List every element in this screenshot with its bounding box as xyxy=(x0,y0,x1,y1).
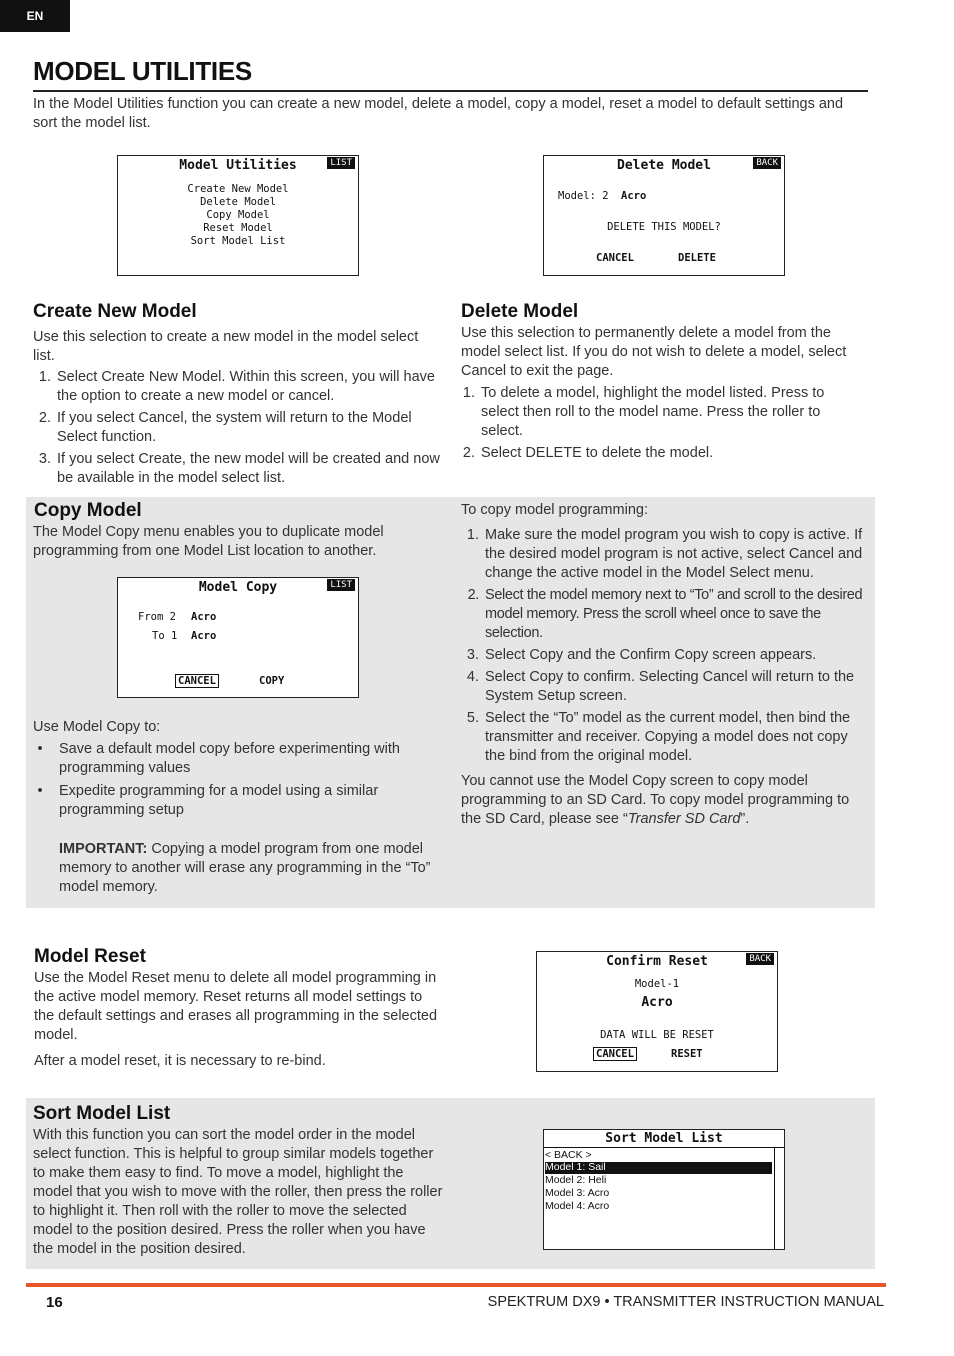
delete-model-section xyxy=(461,324,861,463)
step-text: Select Copy and the Confirm Copy screen appears. xyxy=(485,647,817,663)
important-text: Copying a model program from one model memory to another will erase any programming in the “To” model memory. xyxy=(59,841,431,895)
delete-model-screen xyxy=(543,155,785,276)
transfer-sd-card-reference: Transfer SD Card xyxy=(627,811,741,827)
step-text: Select Copy to confirm. Selecting Cancel will return to the System Setup screen. xyxy=(485,669,855,704)
screen-title: Confirm Reset xyxy=(606,954,708,969)
copy-uses xyxy=(33,718,438,897)
important-label: IMPORTANT: xyxy=(59,841,148,857)
bullet-text: Save a default model copy before experimenting with programming values xyxy=(59,741,400,776)
copy-model-heading: Copy Model xyxy=(34,500,142,521)
list-item: Model 4: Acro xyxy=(545,1200,610,1212)
delete-model-heading: Delete Model xyxy=(461,301,579,322)
list-item: Model 3: Acro xyxy=(545,1187,610,1199)
list-item: < BACK > xyxy=(545,1149,592,1161)
delete-intro: Use this selection to permanently delete a model from the model select list. If you do not wish to delete a model, select Cancel to exit the page. xyxy=(461,325,847,379)
back-badge: BACK xyxy=(746,953,774,965)
delete-option: DELETE xyxy=(678,252,716,264)
page-number: 16 xyxy=(46,1294,63,1311)
list-item-selected: Model 1: Sail xyxy=(545,1161,606,1173)
model-reset-section xyxy=(34,969,444,1071)
screen-title: Delete Model xyxy=(617,158,711,173)
menu-item: Copy Model xyxy=(206,209,270,221)
copy-option: COPY xyxy=(259,675,285,687)
model-copy-screen xyxy=(117,577,359,698)
model-utilities-screen xyxy=(117,155,359,276)
list-item: 2. Select the model memory next to “To” and scroll to the desired model memory. Press the scroll wheel once to save the selection. xyxy=(461,586,866,643)
copy-steps-intro: To copy model programming: xyxy=(461,502,648,518)
cancel-option: CANCEL xyxy=(593,1047,637,1061)
to-model-name: Acro xyxy=(191,630,217,642)
title-divider xyxy=(33,90,868,92)
bullet-text: Expedite programming for a model using a similar programming setup xyxy=(59,783,379,818)
model-label: Model: 2 xyxy=(558,190,609,202)
menu-item: Sort Model List xyxy=(190,235,286,247)
list-item: • Expedite programming for a model using a similar programming setup xyxy=(33,782,438,820)
step-text: If you select Create, the new model will be created and now be available in the model select list. xyxy=(57,451,440,486)
create-model-heading: Create New Model xyxy=(33,301,197,322)
list-item: 3. If you select Create, the new model will be created and now be available in the model select list. xyxy=(33,450,443,488)
step-text: Select the “To” model as the current model, then bind the transmitter and receiver. Copying a model does not copy the bind from the original model. xyxy=(485,710,851,764)
menu-item: Delete Model xyxy=(200,196,276,208)
step-text: Select Create New Model. Within this screen, you will have the option to create a new model or cancel. xyxy=(57,369,435,404)
list-item: 1. Make sure the model program you wish to copy is active. If the desired model program is not active, select Cancel and change the active model in the Model Select menu. xyxy=(461,526,866,583)
note-text: You cannot use the Model Copy screen to copy model programming to an SD Card. To copy model programming to the SD Card, please see “ xyxy=(461,773,850,827)
reset-body: Use the Model Reset menu to delete all model programming in the active model memory. Reset returns all model settings to the default settings and erases all programming in the selected model. xyxy=(34,970,438,1043)
list-item: 1. To delete a model, highlight the model listed. Press to select then roll to the model name. Press the roller to select. xyxy=(461,384,861,441)
step-text: Select DELETE to delete the model. xyxy=(481,445,714,461)
list-item: 3. Select Copy and the Confirm Copy screen appears. xyxy=(466,647,817,663)
cancel-option: CANCEL xyxy=(175,674,219,688)
intro-text: In the Model Utilities function you can create a new model, delete a model, copy a model, reset a model to default settings and sort the model list. xyxy=(33,96,844,131)
note-text-end: ”. xyxy=(740,811,750,827)
copy-intro: The Model Copy menu enables you to duplicate model programming from one Model List location to another. xyxy=(33,524,384,559)
manual-title: SPEKTRUM DX9 • TRANSMITTER INSTRUCTION MANUAL xyxy=(487,1294,884,1310)
list-badge: LIST xyxy=(327,579,355,591)
page-title: MODEL UTILITIES xyxy=(33,56,252,86)
list-item: 1. Select Create New Model. Within this screen, you will have the option to create a new model or cancel. xyxy=(33,368,443,406)
use-label: Use Model Copy to: xyxy=(33,719,161,735)
list-item: • Save a default model copy before experimenting with programming values xyxy=(33,740,438,778)
screen-title: Model Utilities xyxy=(179,158,297,173)
model-reset-heading: Model Reset xyxy=(34,946,146,967)
menu-item: Create New Model xyxy=(187,183,289,195)
sort-body: With this function you can sort the model order in the model select function. This is helpful to group similar models together to make them easy to find. To move a model, highlight the model that you wish to move with the roller, then press the roller to highlight it. Then roll with the roller to move the selected model to the position desired. Press the roller when you have the model in the position desired. xyxy=(33,1127,443,1257)
model-label: Model-1 xyxy=(634,978,680,990)
list-item: 2. If you select Cancel, the system will return to the Model Select function. xyxy=(33,409,443,447)
title-divider xyxy=(544,1147,784,1148)
model-name: Acro xyxy=(621,190,647,202)
screen-title: Model Copy xyxy=(198,580,278,595)
list-item: 5. Select the “To” model as the current model, then bind the transmitter and receiver. Copying a model does not copy the bind from the original model. xyxy=(461,709,866,766)
step-text: Select the model memory next to “To” and scroll to the desired model memory. Press the scroll wheel once to save the selection. xyxy=(485,587,863,641)
create-intro: Use this selection to create a new model in the model select list. xyxy=(33,329,419,364)
list-item: 2. Select DELETE to delete the model. xyxy=(462,445,714,461)
sd-card-note xyxy=(461,772,866,829)
reset-option: RESET xyxy=(671,1048,703,1060)
list-item: Model 2: Heli xyxy=(545,1174,607,1186)
menu-item: Reset Model xyxy=(203,222,273,234)
footer-accent-rule xyxy=(26,1283,886,1287)
step-text: To delete a model, highlight the model listed. Press to select then roll to the model name. Press the roller to select. xyxy=(481,385,825,439)
language-tab: EN xyxy=(0,0,70,32)
from-model-name: Acro xyxy=(191,611,217,623)
copy-steps xyxy=(461,501,866,829)
delete-question: DELETE THIS MODEL? xyxy=(607,221,721,233)
model-name: Acro xyxy=(641,995,673,1010)
sort-model-list-screen xyxy=(543,1129,785,1250)
screen-title: Sort Model List xyxy=(605,1131,723,1146)
sort-model-heading: Sort Model List xyxy=(33,1103,171,1124)
confirm-reset-screen xyxy=(536,951,778,1072)
to-label: To 1 xyxy=(152,630,178,642)
list-item: 4. Select Copy to confirm. Selecting Cancel will return to the System Setup screen. xyxy=(461,668,866,706)
step-text: If you select Cancel, the system will return to the Model Select function. xyxy=(57,410,412,445)
reset-note: After a model reset, it is necessary to re-bind. xyxy=(34,1053,326,1069)
from-label: From 2 xyxy=(138,611,176,623)
scrollbar xyxy=(774,1147,775,1249)
cancel-option: CANCEL xyxy=(596,252,634,264)
create-model-section xyxy=(33,328,443,488)
back-badge: BACK xyxy=(753,157,781,169)
important-note xyxy=(33,840,438,897)
reset-warning: DATA WILL BE RESET xyxy=(600,1029,714,1041)
list-badge: LIST xyxy=(327,157,355,169)
step-text: Make sure the model program you wish to copy is active. If the desired model program is not active, select Cancel and change the active model in the Model Select menu. xyxy=(485,527,863,581)
